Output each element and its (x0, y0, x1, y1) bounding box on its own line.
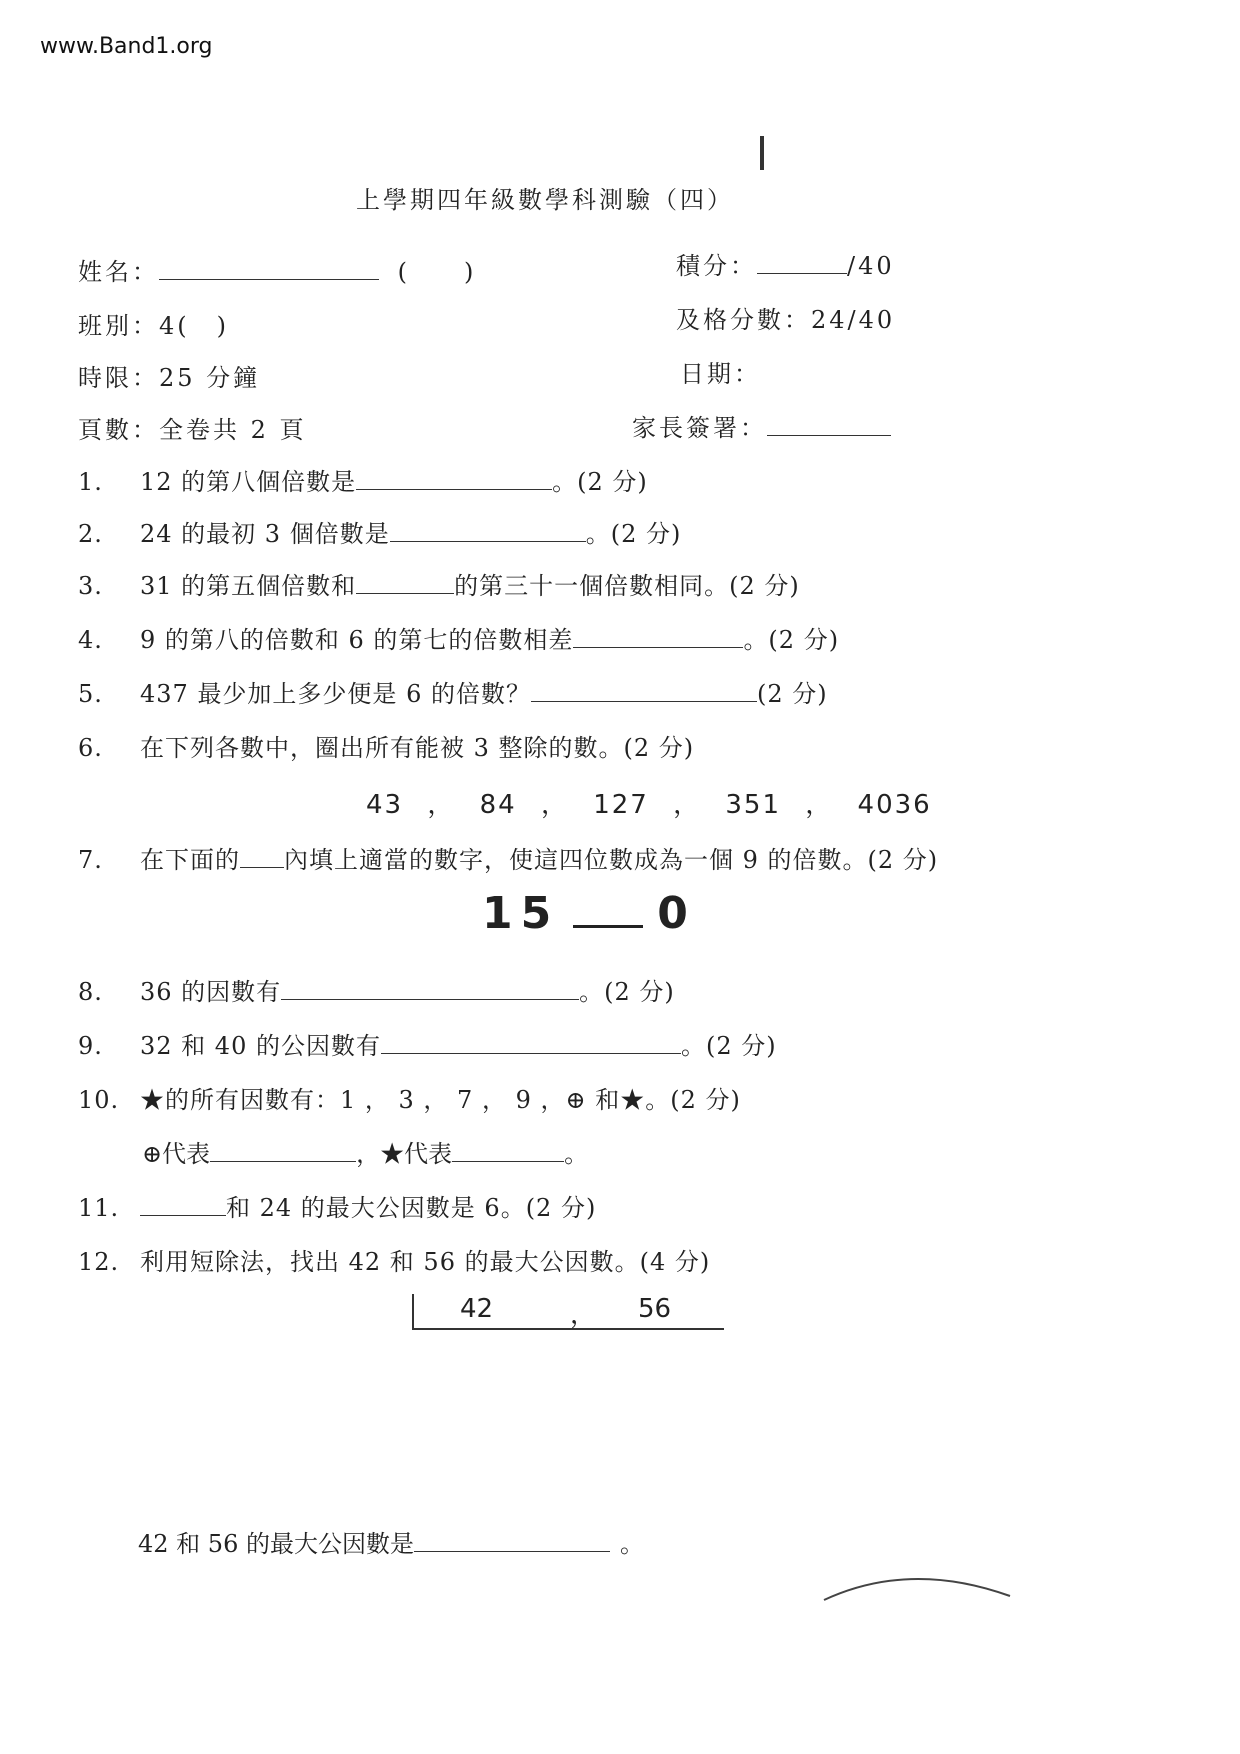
question-11: 11. 和 24 的最大公因數是 6。(2 分) (78, 1194, 597, 1222)
inline-blank (240, 845, 284, 868)
short-division[interactable]: 42 ， 56 (412, 1294, 724, 1330)
site-url: www.Band1.org (40, 34, 213, 59)
answer-blank[interactable] (356, 571, 454, 594)
pen-scribble (820, 1566, 1020, 1606)
name-blank[interactable] (159, 257, 379, 280)
question-5: 5. 437 最少加上多少便是 6 的倍數？ (2 分) (78, 680, 828, 708)
question-9: 9. 32 和 40 的公因數有 。(2 分) (78, 1032, 777, 1060)
digit-blank[interactable] (573, 889, 643, 928)
question-7: 7. 在下面的 內填上適當的數字，使這四位數成為一個 9 的倍數。(2 分) (78, 846, 939, 874)
question-3: 3. 31 的第五個倍數和 的第三十一個倍數相同。(2 分) (78, 572, 800, 600)
date-field: 日期： (680, 360, 761, 388)
class-field: 班別：4( ) (78, 312, 229, 340)
answer-blank[interactable] (140, 1193, 226, 1216)
answer-blank[interactable] (356, 467, 552, 490)
page-mark (760, 136, 764, 170)
four-digit-number: 15 0 (482, 888, 696, 939)
question-12: 12. 利用短除法，找出 42 和 56 的最大公因數。(4 分) (78, 1248, 711, 1276)
answer-blank[interactable] (573, 625, 743, 648)
score-blank[interactable] (757, 251, 847, 274)
score-field: 積分： /40 (676, 252, 895, 280)
answer-blank[interactable] (414, 1529, 610, 1552)
question-1: 1. 12 的第八個倍數是 。(2 分) (78, 468, 648, 496)
answer-blank[interactable] (452, 1139, 564, 1162)
time-limit: 時限：25 分鐘 (78, 364, 261, 392)
parent-signature-blank[interactable] (767, 413, 891, 436)
page-title: 上學期四年級數學科測驗（四） (356, 186, 734, 214)
question-8: 8. 36 的因數有 。(2 分) (78, 978, 675, 1006)
answer-blank[interactable] (210, 1139, 356, 1162)
question-6: 6. 在下列各數中，圈出所有能被 3 整除的數。(2 分) (78, 734, 695, 762)
question-10-line2: ⊕代表 ，★代表 。 (142, 1140, 589, 1168)
answer-blank[interactable] (390, 519, 586, 542)
number-list[interactable]: 43 ， 84 ， 127 ， 351 ， 4036 (366, 790, 932, 820)
question-10: 10. ★的所有因數有：1 ， 3 ， 7 ， 9 ，⊕ 和★。(2 分) (78, 1086, 741, 1114)
question-12-answer: 42 和 56 的最大公因數是 。 (138, 1530, 644, 1558)
name-field: 姓名： ( ) (78, 258, 477, 286)
question-4: 4. 9 的第八的倍數和 6 的第七的倍數相差 。(2 分) (78, 626, 840, 654)
answer-blank[interactable] (531, 679, 757, 702)
answer-blank[interactable] (381, 1031, 681, 1054)
pass-score: 及格分數：24/40 (676, 306, 896, 334)
answer-blank[interactable] (281, 977, 579, 1000)
question-2: 2. 24 的最初 3 個倍數是 。(2 分) (78, 520, 682, 548)
pages-info: 頁數：全卷共 2 頁 (78, 416, 307, 444)
parent-signature: 家長簽署： (632, 408, 891, 443)
